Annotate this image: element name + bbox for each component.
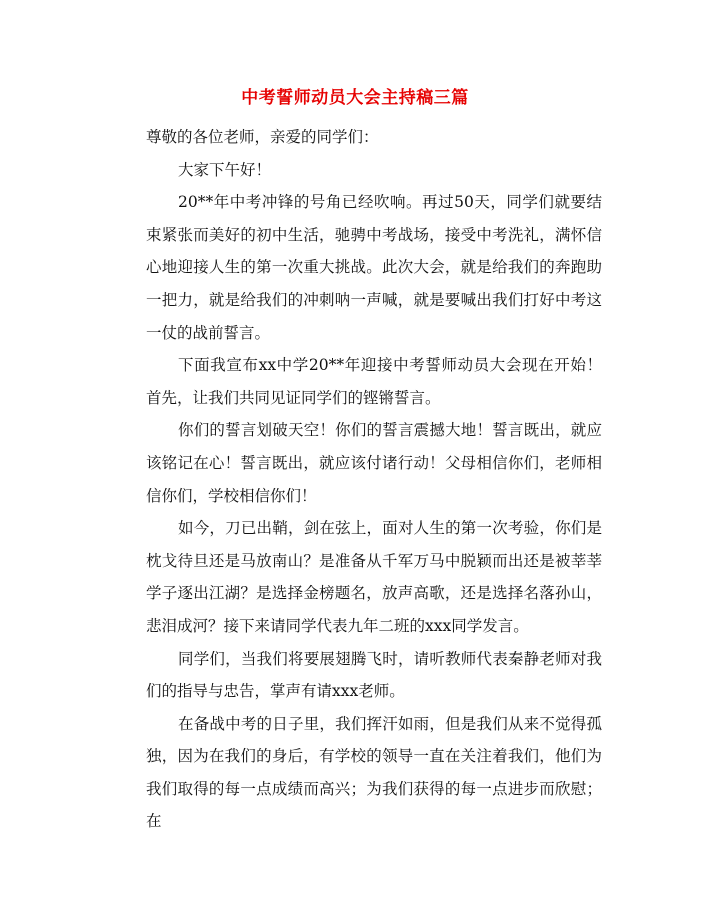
salutation: 尊敬的各位老师，亲爱的同学们：	[146, 128, 379, 146]
paragraph-greeting: 大家下午好！	[178, 160, 272, 179]
document-body	[146, 121, 602, 838]
paragraph-4: 如今，刀已出鞘，剑在弦上，面对人生的第一次考验，你们是枕戈待旦还是马放南山？是准备从千军万马中脱颖而出还是被莘莘学子逐出江湖？是选择金榜题名，放声高歌，还是选择名落孙山，悲泪成河？接下来请同学代表九年二班的xxx同学发言。	[146, 519, 602, 635]
paragraph-2: 下面我宣布xx中学20**年迎接中考誓师动员大会现在开始！首先，让我们共同见证同学们的铿锵誓言。	[146, 356, 602, 407]
paragraph-1: 20**年中考冲锋的号角已经吹响。再过50天，同学们就要结束紧张而美好的初中生活，驰骋中考战场，接受中考洗礼，满怀信心地迎接人生的第一次重大挑战。此次大会，就是给我们的奔跑助一把力，就是给我们的冲刺呐一声喊，就是要喊出我们打好中考这一仗的战前誓言。	[146, 193, 602, 342]
document-title: 中考誓师动员大会主持稿三篇	[241, 88, 469, 108]
paragraph-3: 你们的誓言划破天空！你们的誓言震撼大地！誓言既出，就应该铭记在心！誓言既出，就应该付诸行动！父母相信你们，老师相信你们，学校相信你们！	[146, 421, 602, 505]
paragraph-6: 在备战中考的日子里，我们挥汗如雨，但是我们从来不觉得孤独，因为在我们的身后，有学校的领导一直在关注着我们，他们为我们取得的每一点成绩而高兴；为我们获得的每一点进步而欣慰；在	[146, 714, 602, 831]
paragraph-5: 同学们，当我们将要展翅腾飞时，请听教师代表秦静老师对我们的指导与忠告，掌声有请xxx老师。	[146, 649, 602, 701]
